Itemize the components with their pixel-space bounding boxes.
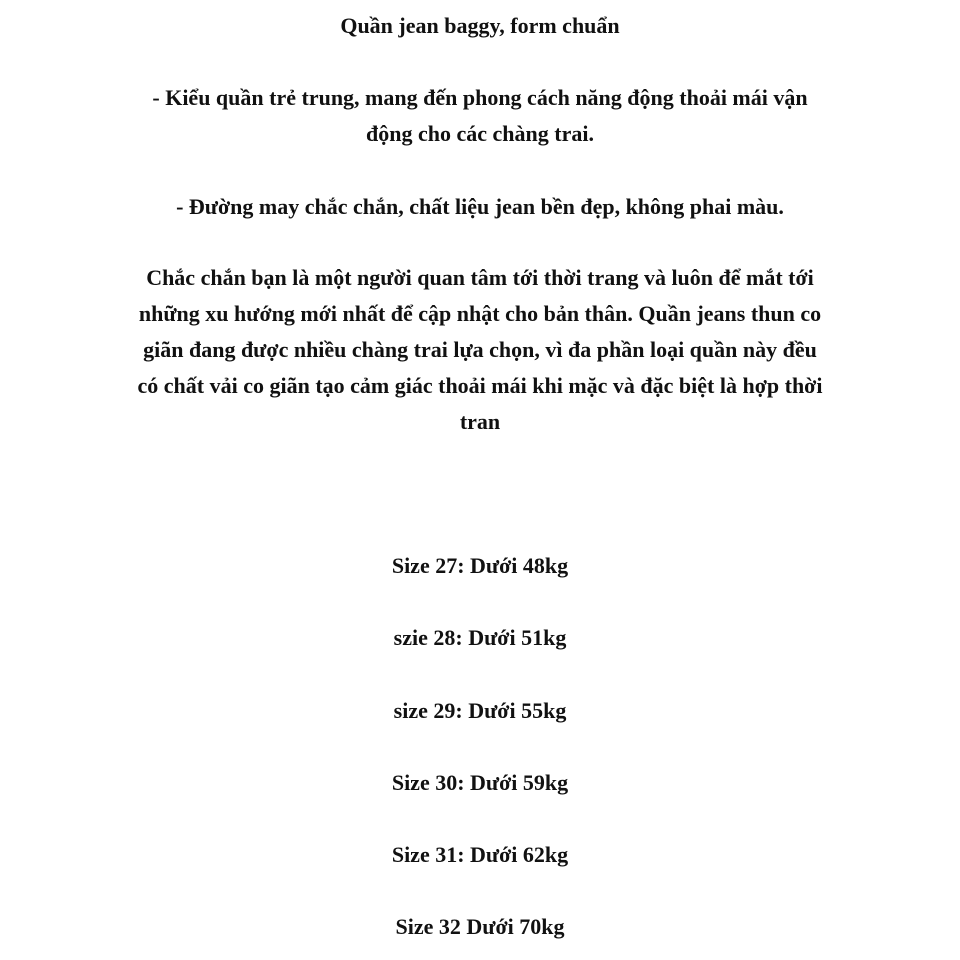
size-row-30: Size 30: Dưới 59kg <box>391 770 569 795</box>
description-line-5: tran <box>459 409 501 434</box>
description-paragraph <box>0 260 960 440</box>
size-row-28: szie 28: Dưới 51kg <box>393 625 567 650</box>
description-line-1: Chắc chắn bạn là một người quan tâm tới thời trang và luôn để mắt tới <box>146 265 814 290</box>
product-title: Quần jean baggy, form chuẩn <box>340 13 620 38</box>
description-line-3: giãn đang được nhiều chàng trai lựa chọn, vì đa phần loại quần này đều <box>143 337 817 362</box>
description-line-2: những xu hướng mới nhất để cập nhật cho bản thân. Quần jeans thun co <box>138 301 822 326</box>
size-row-31: Size 31: Dưới 62kg <box>391 842 569 867</box>
feature-2: - Đường may chắc chắn, chất liệu jean bền đẹp, không phai màu. <box>176 194 784 219</box>
feature-1-line-1: - Kiểu quần trẻ trung, mang đến phong cách năng động thoải mái vận <box>152 85 808 110</box>
size-row-32: Size 32 Dưới 70kg <box>395 914 565 939</box>
description-line-4: có chất vải co giãn tạo cảm giác thoải mái khi mặc và đặc biệt là hợp thời <box>137 373 823 398</box>
feature-1-line-2: động cho các chàng trai. <box>366 121 594 146</box>
size-row-27: Size 27: Dưới 48kg <box>391 553 569 578</box>
feature-1 <box>0 80 960 152</box>
size-row-29: size 29: Dưới 55kg <box>393 698 567 723</box>
